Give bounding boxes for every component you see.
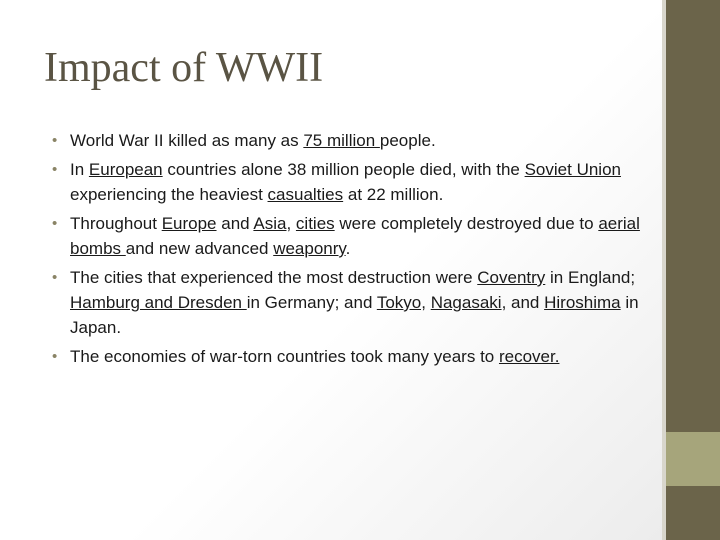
bullet-text: and new advanced xyxy=(125,239,274,258)
bullet-text: countries alone 38 million people died, with the xyxy=(162,160,525,179)
underlined-term: European xyxy=(88,160,163,179)
bullet-text: , xyxy=(286,214,296,233)
bullet-text: experiencing the heaviest xyxy=(70,185,268,204)
underlined-term: aerial bombs xyxy=(70,214,640,258)
underlined-term: Tokyo, xyxy=(376,293,426,312)
underlined-term: casualties xyxy=(267,185,344,204)
bullet-text: World War II killed as many as xyxy=(70,131,304,150)
bullet-text: The economies of war-torn countries took many years to xyxy=(70,347,499,366)
underlined-term: cities xyxy=(295,214,335,233)
underlined-term: Europe xyxy=(161,214,217,233)
bullet-text: at 22 million. xyxy=(343,185,444,204)
bullet-text: people. xyxy=(379,131,436,150)
bullet-list xyxy=(52,128,642,373)
underlined-term: weaponry xyxy=(273,239,346,258)
side-bar-accent-block xyxy=(666,432,720,486)
underlined-term: recover. xyxy=(498,347,560,366)
bullet-text: In xyxy=(70,160,89,179)
bullet-text: in Germany; and xyxy=(246,293,377,312)
bullet-item xyxy=(52,157,642,207)
underlined-term: Coventry xyxy=(477,268,546,287)
bullet-text: The cities that experienced the most destruction were xyxy=(70,268,478,287)
bullet-item xyxy=(52,344,642,369)
bullet-item xyxy=(52,128,642,153)
bullet-item xyxy=(52,211,642,261)
bullet-text: Throughout xyxy=(70,214,162,233)
bullet-item xyxy=(52,265,642,340)
bullet-text: in Japan. xyxy=(70,293,639,337)
underlined-term: Hamburg and Dresden xyxy=(70,293,247,312)
underlined-term: Soviet Union xyxy=(524,160,621,179)
bullet-text: , and xyxy=(501,293,545,312)
underlined-term: Asia xyxy=(253,214,287,233)
bullet-text: were completely destroyed due to xyxy=(334,214,599,233)
bullet-text: in England; xyxy=(545,268,636,287)
underlined-term: Hiroshima xyxy=(544,293,621,312)
bullet-text: and xyxy=(216,214,254,233)
underlined-term: Nagasaki xyxy=(430,293,502,312)
underlined-term: 75 million xyxy=(303,131,380,150)
slide-title: Impact of WWII xyxy=(44,45,324,91)
bullet-text: . xyxy=(345,239,351,258)
